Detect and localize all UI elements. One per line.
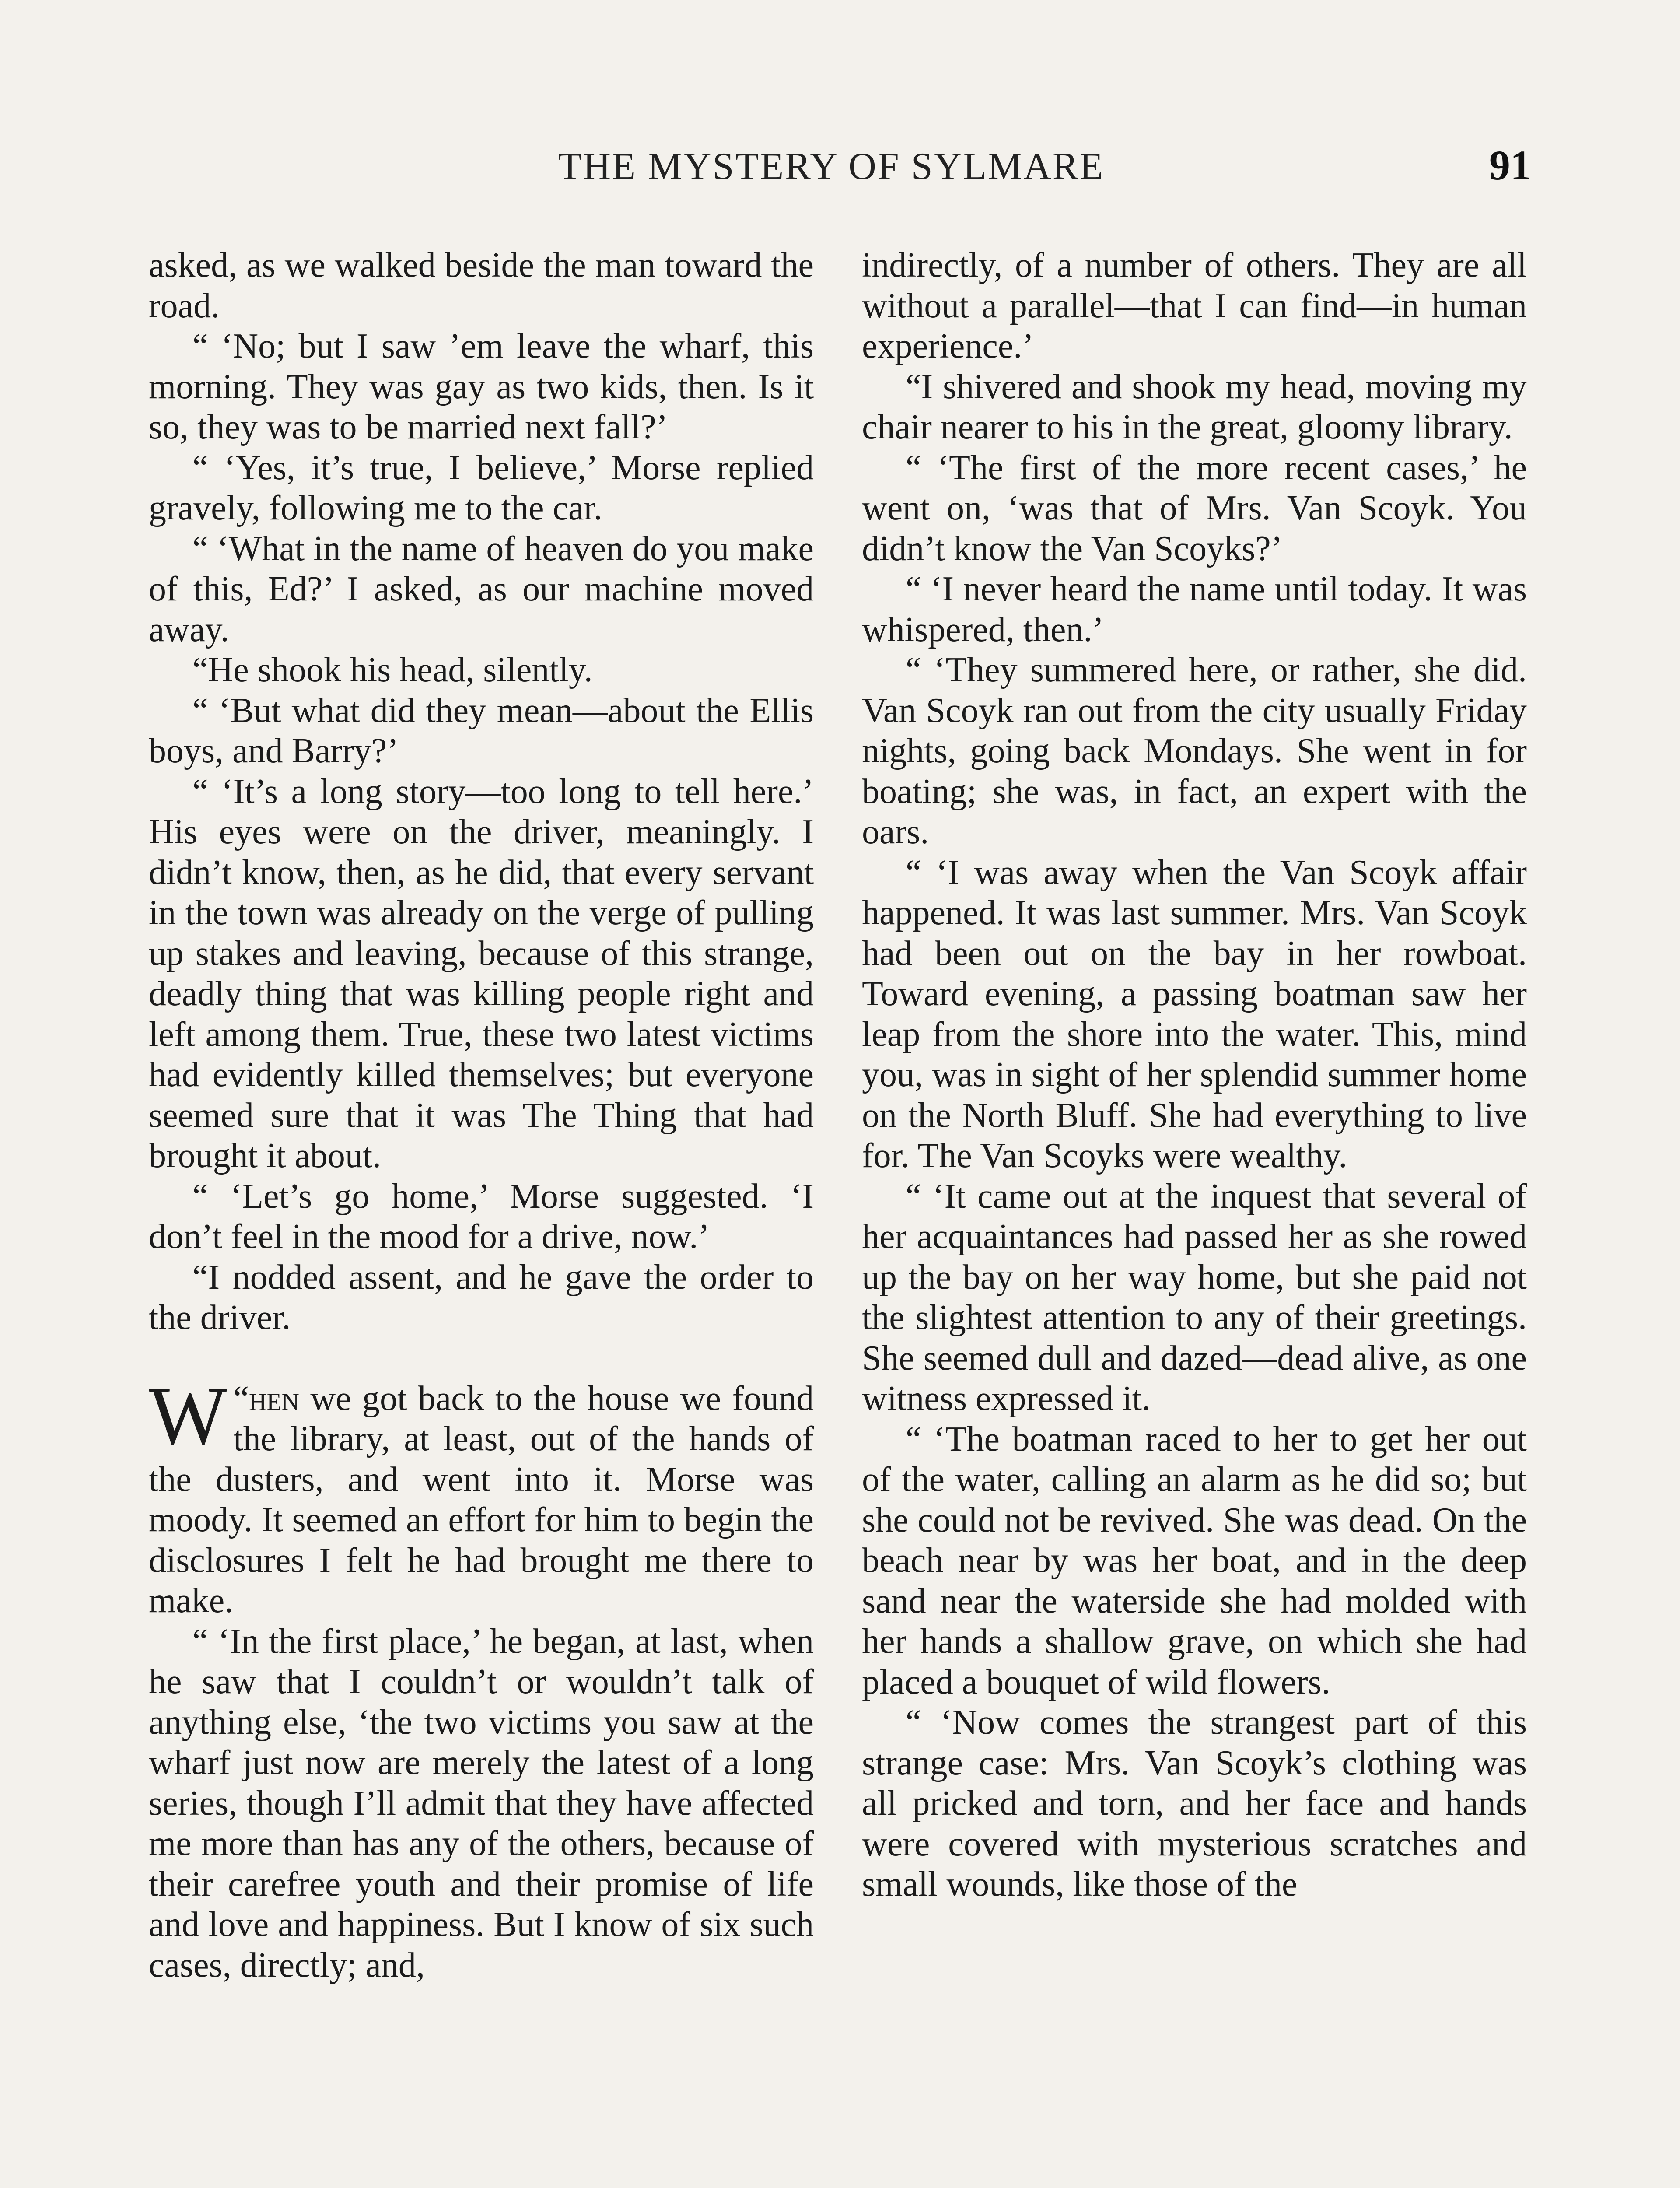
page-number: 91 bbox=[1489, 142, 1531, 189]
running-title: THE MYSTERY OF SYLMARE bbox=[558, 145, 1105, 188]
section-smallcaps: hen bbox=[248, 1379, 299, 1418]
paragraph: indirectly, of a number of others. They are all without a parallel—that I can find—in human experience.’ bbox=[862, 246, 1527, 365]
paragraph: “I nodded assent, and he gave the order to the driver. bbox=[149, 1258, 814, 1337]
paragraph: “ ‘Now comes the strangest part of this strange case: Mrs. Van Scoyk’s clothing was all pricked and torn, and her face and hands were covered with mysterious scratches and small wounds, like those of the bbox=[862, 1703, 1527, 1904]
section-opening-paragraph bbox=[149, 1370, 814, 1621]
paragraph: “I shivered and shook my head, moving my chair nearer to his in the great, gloomy library. bbox=[862, 367, 1527, 446]
section-open-quote: “ bbox=[233, 1379, 249, 1418]
paragraph: “ ‘Yes, it’s true, I believe,’ Morse replied gravely, following me to the car. bbox=[149, 448, 814, 527]
paragraph: “ ‘They summered here, or rather, she did. Van Scoyk ran out from the city usually Friday nights, going back Mondays. She went in for boating; she was, in fact, an expert with the oars. bbox=[862, 651, 1527, 851]
paragraph: “ ‘The first of the more recent cases,’ he went on, ‘was that of Mrs. Van Scoyk. You didn’t know the Van Scoyks?’ bbox=[862, 448, 1527, 568]
paragraph: “ ‘But what did they mean—about the Ellis boys, and Barry?’ bbox=[149, 691, 814, 770]
section-text: we got back to the house we found the library, at least, out of the hands of the dusters, and went into it. Morse was moody. It seemed an effort for him to begin the disclosures I felt he had brought me there to make. bbox=[149, 1379, 814, 1620]
drop-cap: W bbox=[149, 1370, 228, 1462]
paragraph: “ ‘The boatman raced to her to get her out of the water, calling an alarm as he did so; but she could not be revived. She was dead. On the beach near by was her boat, and in the deep sand near the waterside she had molded with her hands a shallow grave, on which she had placed a bouquet of wild flowers. bbox=[862, 1420, 1527, 1701]
paragraph: “ ‘In the first place,’ he began, at last, when he saw that I couldn’t or wouldn’t talk of anything else, ‘the two victims you saw at the wharf just now are merely the latest of a long series, though I’ll admit that they have affected me more than has any of the others, because of their carefree youth and their promise of life and love and happiness. But I know of six such cases, directly; and, bbox=[149, 1622, 814, 1985]
right-column bbox=[862, 245, 1527, 1905]
paragraph: “ ‘What in the name of heaven do you make of this, Ed?’ I asked, as our machine moved away. bbox=[149, 529, 814, 649]
paragraph: “ ‘No; but I saw ’em leave the wharf, this morning. They was gay as two kids, then. Is it so, they was to be married next fall?’ bbox=[149, 327, 814, 446]
paragraph: “ ‘I never heard the name until today. It was whispered, then.’ bbox=[862, 570, 1527, 649]
paragraph: “He shook his head, silently. bbox=[192, 651, 593, 689]
paragraph: “ ‘I was away when the Van Scoyk affair happened. It was last summer. Mrs. Van Scoyk had been out on the bay in her rowboat. Toward evening, a passing boatman saw her leap from the shore into the water. This, mind you, was in sight of her splendid summer home on the North Bluff. She had everything to live for. The Van Scoyks were wealthy. bbox=[862, 853, 1527, 1175]
paragraph: “ ‘It’s a long story—too long to tell here.’ His eyes were on the driver, meaningly. I didn’t know, then, as he did, that every servant in the town was already on the verge of pulling up stakes and leaving, because of this strange, deadly thing that was killing people right and left among them. True, these two latest victims had evidently killed themselves; but everyone seemed sure that it was The Thing that had brought it about. bbox=[149, 772, 814, 1175]
paragraph: “ ‘It came out at the inquest that several of her acquaintances had passed her as she rowed up the bay on her way home, but she paid not the slightest attention to any of their greetings. She seemed dull and dazed—dead alive, as one witness expressed it. bbox=[862, 1177, 1527, 1418]
paragraph: asked, as we walked beside the man toward the road. bbox=[149, 246, 814, 325]
left-column bbox=[149, 245, 814, 1985]
paragraph: “ ‘Let’s go home,’ Morse suggested. ‘I don’t feel in the mood for a drive, now.’ bbox=[149, 1177, 814, 1256]
